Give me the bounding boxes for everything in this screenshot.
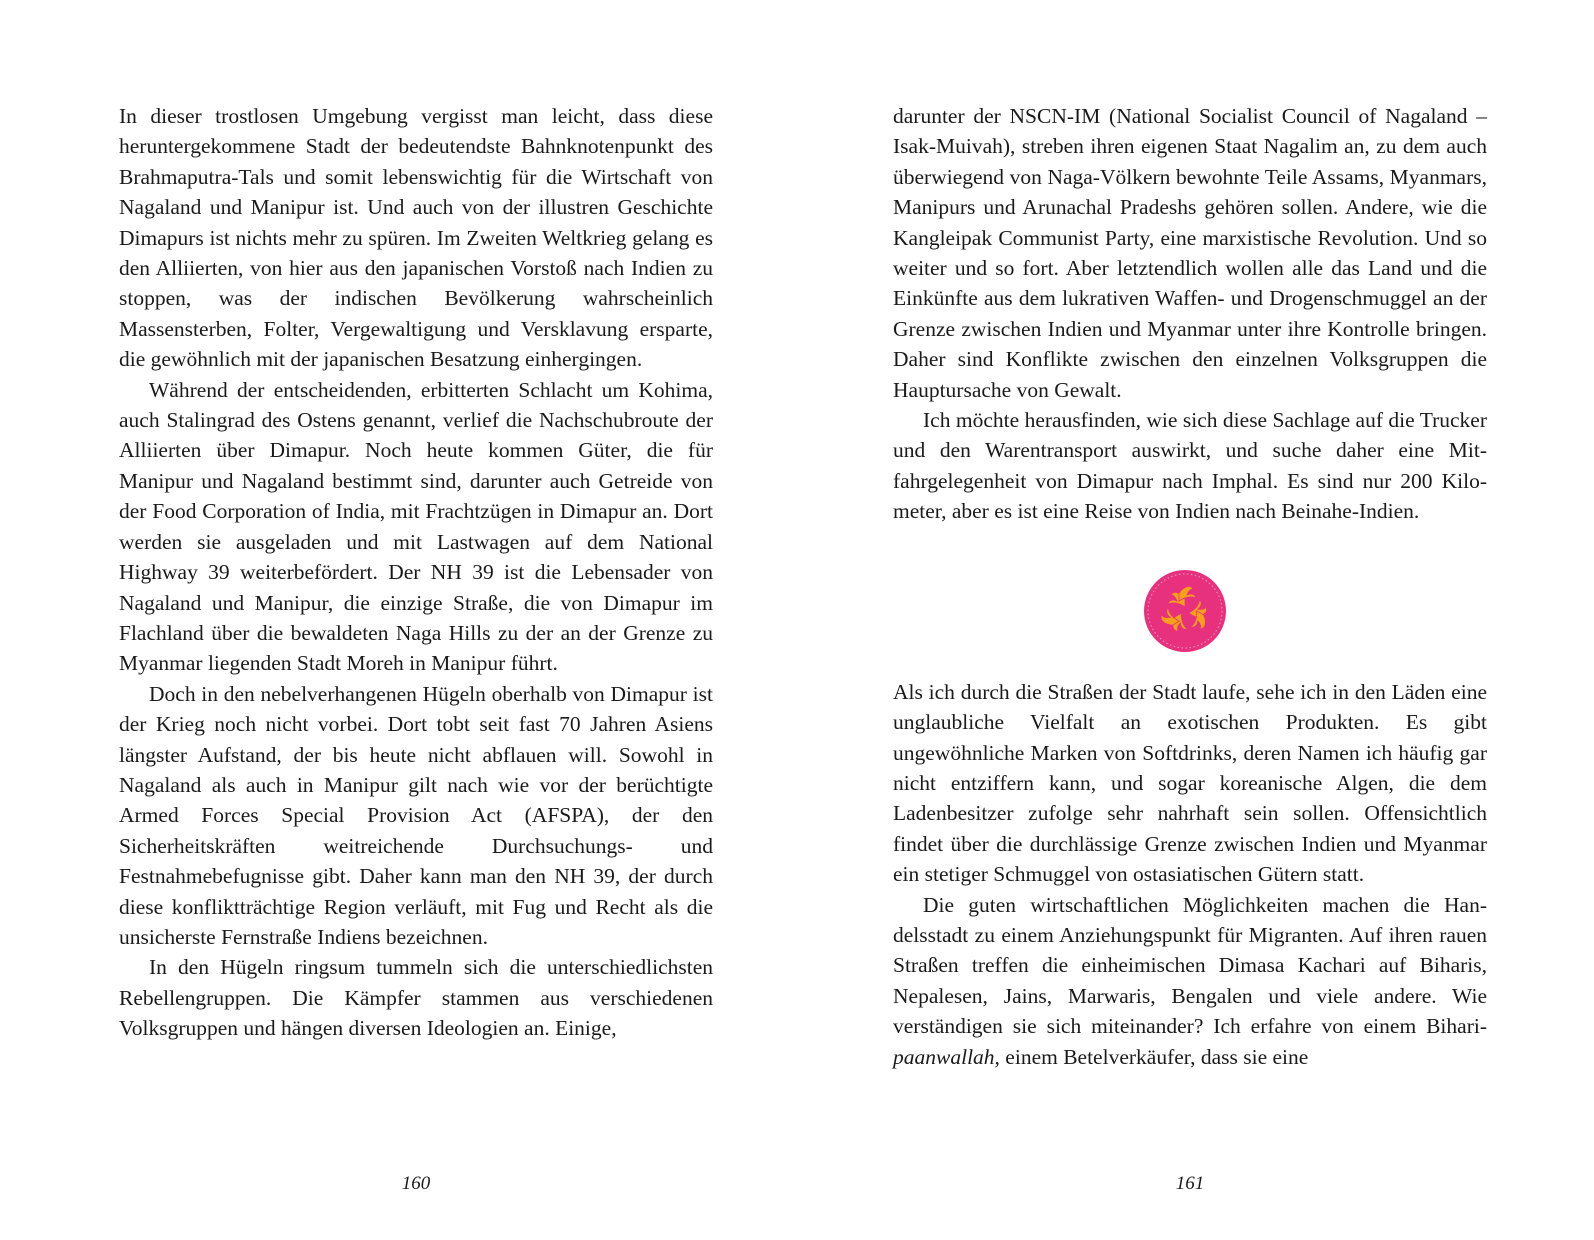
right-paragraph-4-text: Die guten wirtschaftlichen Möglichkeiten machen die Handelsstadt zu einem Anziehungspunkt für Migranten. Auf ihren rauen Straßen treffen die einheimischen Dimasa Kachari auf Biharis, Nepalesen, Jains, Marwaris, Bengalen und viele andere. Wie verständigen sie sich miteinander? Ich erfahre von einem Bihari- xyxy=(893,892,1487,1039)
right-paragraph-3: Als ich durch die Straßen der Stadt laufe, sehe ich in den Läden eine unglaubliche Vielfalt an exotischen Produkten. Es gibt ungewöhnliche Marken von Softdrinks, deren Namen ich häufig gar nicht entziffern kann, und sogar koreanische Algen, die dem Ladenbesitzer zufolge sehr nahrhaft sein sollen. Offensichtlich findet über die durchlässige Grenze zwischen Indien und Myanmar ein stetiger Schmuggel von ostasiatischen Gütern statt. xyxy=(893,679,1487,887)
page-number-right: 161 xyxy=(1175,1173,1205,1194)
right-paragraph-1: darunter der NSCN-IM (National Socialist Council of Nagaland – Isak-Muivah), streben ihren eigenen Staat Nagalim an, zu dem auch überwiegend von Naga-Völkern bewohnte Teile Assams, Myanmars, Manipurs und Arunachal Pradeshs gehören sollen. Andere, wie die Kangleipak Communist Party, eine marxistische Revolution. Und so weiter und so fort. Aber letztendlich wollen alle das Land und die Einkünfte aus dem lukrativen Waffen- und Drogenschmuggel an der Grenze zwischen Indien und Myanmar unter ihre Kontrolle bringen. Daher sind Konflikte zwischen den einzelnen Volksgruppen die Hauptursache von Gewalt. xyxy=(893,104,1487,402)
section-break xyxy=(893,527,1487,677)
left-paragraph-4: In den Hügeln ringsum tummeln sich die unterschiedlichsten Rebellengruppen. Die Kämpfer stammen aus verschiedenen Volksgruppen und hängen diversen Ideologien an. Einige, xyxy=(119,955,713,1041)
italic-term: paanwallah, xyxy=(893,1044,1000,1069)
left-page xyxy=(119,101,713,1044)
right-paragraph-4 xyxy=(893,890,1487,1072)
left-paragraph-3: Doch in den nebelverhangenen Hügeln oberhalb von Dimapur ist der Krieg noch nicht vorbei. Dort tobt seit fast 70 Jahren Asiens längster Aufstand, der bis heute nicht abflauen will. Sowohl in Nagaland als auch in Manipur gilt nach wie vor der berüchtigte Armed Forces Special Provision Act (AFSPA), der den Sicherheitskräften weitreichende Durchsuchungs- und Festnahmebefugnisse gibt. Daher kann man den NH 39, der durch diese konfliktträchtige Region verläuft, mit Fug und Recht als die unsicherste Fernstraße Indiens bezeichnen. xyxy=(119,681,713,949)
left-paragraph-2: Während der entscheidenden, erbitterten Schlacht um Kohima, auch Stalingrad des Ostens genannt, verlief die Nachschubroute der Alliierten über Dimapur. Noch heute kommen Güter, die für Manipur und Nagaland bestimmt sind, darunter auch Getreide von der Food Corporation of India, mit Frachtzügen in Dimapur an. Dort werden sie ausgeladen und mit Lastwagen auf dem National Highway 39 weiterbefördert. Der NH 39 ist die Lebensader von Nagaland und Manipur, die einzige Straße, die von Dimapur im Flachland über die bewaldeten Naga Hills zu der an der Grenze zu Myanmar liegenden Stadt Moreh in Manipur führt. xyxy=(119,377,713,676)
page-number-left: 160 xyxy=(401,1173,431,1194)
right-page xyxy=(893,101,1487,1072)
left-paragraph-1: In dieser trostlosen Umgebung vergisst man leicht, dass diese heruntergekommene Stadt der bedeutendste Bahnknotenpunkt des Brahmaputra-Tals und somit lebenswichtig für die Wirtschaft von Nagaland und Manipur ist. Und auch von der illustren Geschichte Dimapurs ist nichts mehr zu spüren. Im Zweiten Weltkrieg gelang es den Alliierten, von hier aus den japanischen Vorstoß nach Indien zu stoppen, was der indischen Bevölkerung wahrscheinlich Massensterben, Folter, Vergewaltigung und Versklavung ersparte, die gewöhnlich mit der japanischen Besatzung einhergingen. xyxy=(119,104,713,372)
right-paragraph-2: Ich möchte herausfinden, wie sich diese Sachlage auf die Trucker und den Warentransport auswirkt, und suche daher eine Mitfahrgelegenheit von Dimapur nach Imphal. Es sind nur 200 Kilometer, aber es ist eine Reise von Indien nach Beinahe-Indien. xyxy=(893,408,1487,524)
right-paragraph-4-tail: einem Betelverkäufer, dass sie eine xyxy=(999,1044,1309,1069)
section-ornament-flower-icon xyxy=(1143,569,1227,653)
